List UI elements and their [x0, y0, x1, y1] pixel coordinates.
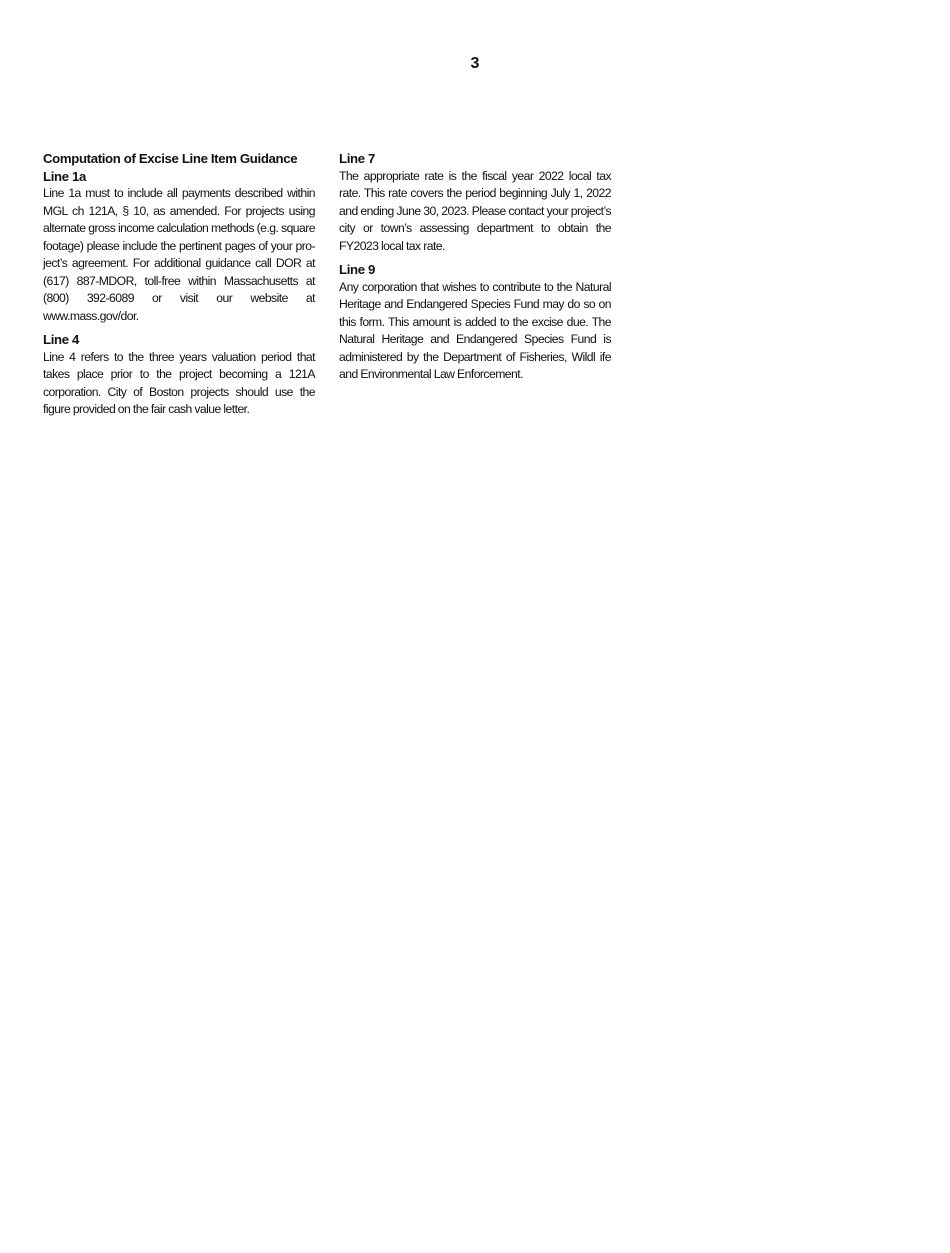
section-line-9 [339, 261, 611, 384]
line-9-text: Any corporation that wishes to contribute to the Natural Heritage and Endangered Species Fund may do so on this form. This amount is added to the excise due. The Natural Heritage and Endangered Species Fund is administered by the Department of Fisheries, Wildl ife and Environmental Law Enforcement. [339, 279, 611, 381]
line-9-heading: Line 9 [339, 262, 376, 277]
right-column [339, 150, 611, 390]
line-7-heading: Line 7 [339, 151, 376, 166]
line-1a-heading: Line 1a [43, 168, 86, 184]
section-line-4 [43, 331, 315, 419]
left-column [43, 150, 315, 425]
line-1a-text: Line 1a must to include all payments described within MGL ch 121A, § 10, as amended. For projects using alternate gross income calculation methods (e.g. square footage) please include the pertinent pages of your pro-ject’s agreement. For additional guidance call DOR at (617) 887-MDOR, toll-free within Massachusetts at (800) 392-6089 or visit our website at www.mass.gov/dor. [43, 186, 315, 323]
guidance-title: Computation of Excise Line Item Guidance [43, 151, 298, 166]
section-line-1a [43, 168, 315, 326]
line-7-text: The appropriate rate is the fiscal year 2022 local tax rate. This rate covers the period beginning July 1, 2022 and ending June 30, 2023. Please contact your project’s city or town’s assessing department to obtain the FY2023 local tax rate. [339, 168, 611, 253]
section-line-7 [339, 150, 611, 255]
line-4-text: Line 4 refers to the three years valuation period that takes place prior to the project becoming a 121A corporation. City of Boston projects should use the figure provided on the fair cash value letter. [43, 349, 315, 416]
page-number: 3 [470, 55, 480, 72]
line-4-heading: Line 4 [43, 332, 80, 347]
